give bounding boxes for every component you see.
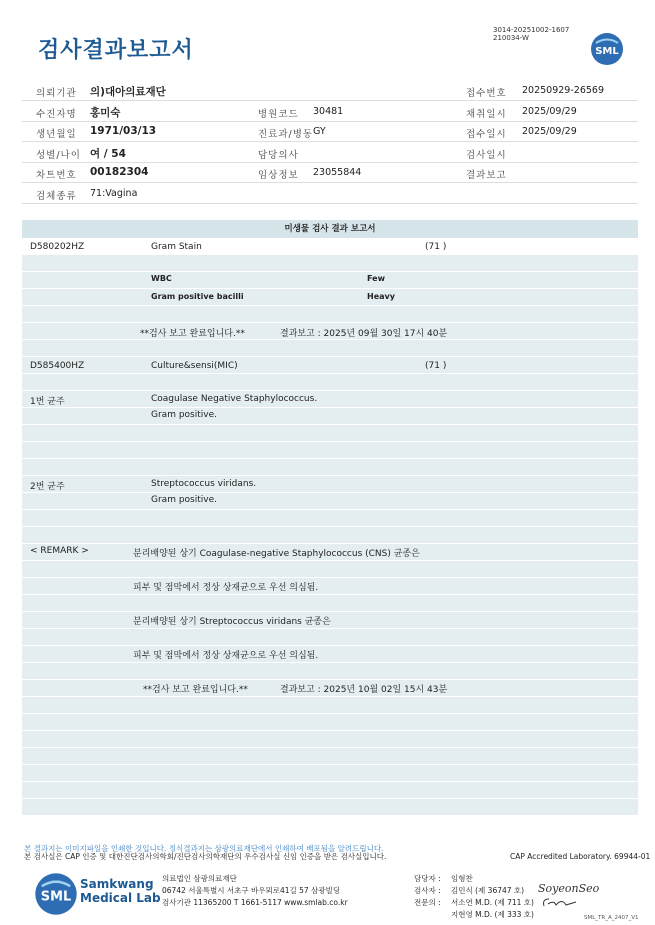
- row-stripe: [22, 714, 638, 730]
- result-text: Gram Stain: [151, 242, 202, 252]
- field-label: 진료과/병동: [258, 129, 314, 140]
- row-stripe: [22, 799, 638, 815]
- field-label: 생년월일: [36, 129, 77, 140]
- accreditation-note: 본 검사실은 CAP 인증 및 대한진단검사의학회/진단검사의학재단의 우수검사실 신임 인증을 받은 검사실입니다.: [24, 852, 387, 861]
- header-row: [22, 183, 638, 204]
- row-stripe: [22, 255, 638, 271]
- field-value: GY: [313, 126, 326, 137]
- header-row: [22, 80, 638, 101]
- signature-ji: [540, 896, 580, 910]
- result-text: 결과보고 : 2025년 10월 02일 15시 43분: [280, 685, 448, 695]
- result-text: Gram positive bacilli: [151, 292, 244, 301]
- result-text: Culture&sensi(MIC): [151, 361, 238, 371]
- result-text: Gram positive.: [151, 495, 217, 505]
- result-text: 1번 균주: [30, 397, 65, 407]
- row-stripe: [22, 340, 638, 356]
- print-notice: 본 결과지는 이미지파일을 인쇄한 것입니다. 정식결과지는 삼광의료재단에서 인쇄하여 배포됨을 알려드립니다.: [24, 844, 384, 853]
- cap-label: CAP Accredited Laboratory. 69944-01: [510, 852, 651, 861]
- row-stripe: [22, 595, 638, 611]
- result-text: 분리배양된 상기 Coagulase-negative Staphylococcus (CNS) 균종은: [133, 549, 420, 559]
- field-value: 2025/09/29: [522, 105, 577, 117]
- result-text: (71 ): [425, 242, 447, 252]
- field-label: 검사일시: [466, 149, 507, 161]
- row-stripe: [22, 374, 638, 390]
- result-text: < REMARK >: [30, 546, 89, 556]
- row-stripe: [22, 493, 638, 509]
- field-value: 2025/09/29: [522, 126, 577, 137]
- row-stripe: [22, 442, 638, 458]
- brand-name: Samkwang Medical Lab: [80, 877, 161, 905]
- field-label: 검체종류: [36, 190, 77, 202]
- row-stripe: [22, 697, 638, 713]
- result-text: **검사 보고 완료입니다.**: [140, 329, 245, 339]
- result-text: **검사 보고 완료입니다.**: [143, 685, 248, 695]
- row-stripe: [22, 663, 638, 679]
- field-value: 1971/03/13: [90, 125, 157, 137]
- field-label: 의뢰기관: [36, 88, 77, 99]
- signature-seo: SoyeonSeo: [538, 882, 600, 895]
- staff-names: 임형찬 김민식 (제 36747 호) 서소연 M.D. (제 711 호) 지현영 M.D. (제 333 호): [451, 874, 534, 919]
- row-stripe: [22, 629, 638, 645]
- field-label: 접수번호: [466, 88, 507, 99]
- form-code: SML_TR_A_2407_V1: [584, 915, 639, 921]
- result-text: Heavy: [367, 292, 395, 301]
- result-text: Few: [367, 274, 385, 283]
- row-stripe: [22, 289, 638, 305]
- result-text: Gram positive.: [151, 410, 217, 420]
- row-stripe: [22, 391, 638, 407]
- header-row: [22, 162, 638, 183]
- field-label: 수진자명: [36, 108, 77, 120]
- row-stripe: [22, 272, 638, 288]
- page-title: 검사결과보고서: [38, 38, 194, 63]
- row-stripe: [22, 408, 638, 424]
- result-text: 2번 균주: [30, 482, 65, 492]
- header-row: [22, 142, 638, 163]
- field-label: 병원코드: [258, 108, 299, 120]
- result-text: 분리배양된 상기 Streptococcus viridans 균종은: [133, 617, 331, 627]
- row-stripe: [22, 476, 638, 492]
- row-stripe: [22, 748, 638, 764]
- result-text: D585400HZ: [30, 361, 85, 371]
- result-text: WBC: [151, 274, 172, 283]
- row-stripe: [22, 425, 638, 441]
- result-text: 결과보고 : 2025년 09월 30일 17시 40분: [280, 329, 448, 339]
- section-title: 미생물 검사 결과 보고서: [284, 224, 376, 234]
- field-label: 성별/나이: [36, 149, 81, 161]
- field-value: 의)대아의료재단: [90, 86, 166, 98]
- field-value: 20250929-26569: [522, 85, 605, 96]
- svg-text:SML: SML: [40, 889, 72, 905]
- field-value: 홍미숙: [90, 106, 121, 119]
- row-stripe: [22, 306, 638, 322]
- org-info: 의료법인 삼광의료재단 06742 서울특별시 서초구 바우뫼로41길 57 삼광빌딩 검사기관 11365200 T 1661-5117 www.smlab.co.kr: [162, 874, 348, 907]
- result-text: 피부 및 점막에서 정상 상재균으로 우선 의심됨.: [133, 651, 319, 661]
- field-label: 접수일시: [466, 129, 507, 140]
- result-text: 피부 및 점막에서 정상 상재균으로 우선 의심됨.: [133, 583, 319, 593]
- field-value: 23055844: [313, 167, 362, 178]
- row-stripe: [22, 527, 638, 543]
- row-stripe: [22, 731, 638, 747]
- header-row: [22, 121, 638, 142]
- row-stripe: [22, 357, 638, 373]
- field-label: 결과보고: [466, 170, 507, 181]
- field-value: 30481: [313, 105, 344, 117]
- staff-labels: 담당자 : 검사자 : 전문의 :: [414, 874, 441, 907]
- svg-text:SML: SML: [595, 46, 619, 57]
- field-value: 여 / 54: [90, 147, 126, 160]
- row-stripe: [22, 561, 638, 577]
- sml-logo: [590, 32, 624, 66]
- row-stripe: [22, 765, 638, 781]
- field-value: 00182304: [90, 166, 149, 178]
- field-value: 71:Vagina: [90, 187, 138, 199]
- field-label: 채취일시: [466, 108, 507, 120]
- row-stripe: [22, 578, 638, 594]
- row-stripe: [22, 459, 638, 475]
- result-text: (71 ): [425, 361, 447, 371]
- field-label: 담당의사: [258, 149, 299, 161]
- row-stripe: [22, 646, 638, 662]
- result-text: D580202HZ: [30, 242, 85, 252]
- field-label: 차트번호: [36, 170, 77, 181]
- field-label: 임상정보: [258, 170, 299, 181]
- header-row: [22, 101, 638, 122]
- result-text: Streptococcus viridans.: [151, 479, 257, 489]
- row-stripe: [22, 782, 638, 798]
- result-text: Coagulase Negative Staphylococcus.: [151, 394, 318, 404]
- document-id: 3014-20251002-1607 210034-W: [493, 26, 570, 42]
- row-stripe: [22, 510, 638, 526]
- samkwang-logo: [34, 872, 78, 916]
